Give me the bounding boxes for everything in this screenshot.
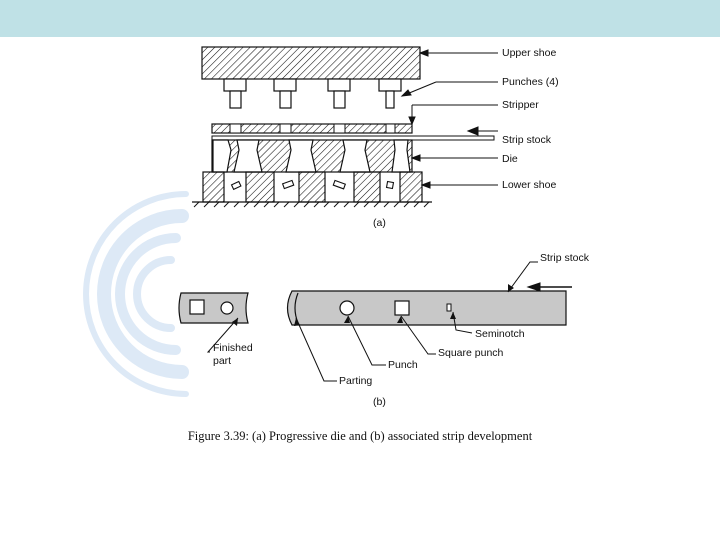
- figure-caption: Figure 3.39: (a) Progressive die and (b) associated strip development: [187, 429, 533, 443]
- punches: [224, 79, 401, 108]
- upper-shoe: [202, 47, 420, 79]
- strip-square-hole: [395, 301, 409, 315]
- punches-label: Punches (4): [502, 76, 559, 88]
- seminotch-label: Seminotch: [475, 328, 525, 340]
- panel-a-label: (a): [373, 217, 386, 229]
- finished-part-label-line1: Finished: [213, 342, 253, 354]
- stripper: [212, 124, 412, 133]
- finished-part-square: [190, 300, 204, 314]
- die-label: Die: [502, 153, 518, 165]
- finished-part-label-line2: part: [213, 355, 232, 367]
- strip-stock-b: [288, 291, 567, 325]
- punch-label: Punch: [388, 359, 418, 371]
- parting-label: Parting: [339, 375, 373, 387]
- strip-stock-a-label: Strip stock: [502, 134, 552, 146]
- strip-stock-b-label: Strip stock: [540, 252, 590, 264]
- finished-part-hole: [221, 302, 233, 314]
- strip-seminotch: [447, 304, 451, 311]
- stripper-label: Stripper: [502, 99, 539, 111]
- square-punch-label: Square punch: [438, 347, 504, 359]
- feed-arrow: [528, 283, 572, 291]
- lower-shoe-label: Lower shoe: [502, 179, 557, 191]
- strip-punched-hole: [340, 301, 354, 315]
- upper-shoe-label: Upper shoe: [502, 47, 557, 59]
- panel-b-label: (b): [373, 396, 386, 408]
